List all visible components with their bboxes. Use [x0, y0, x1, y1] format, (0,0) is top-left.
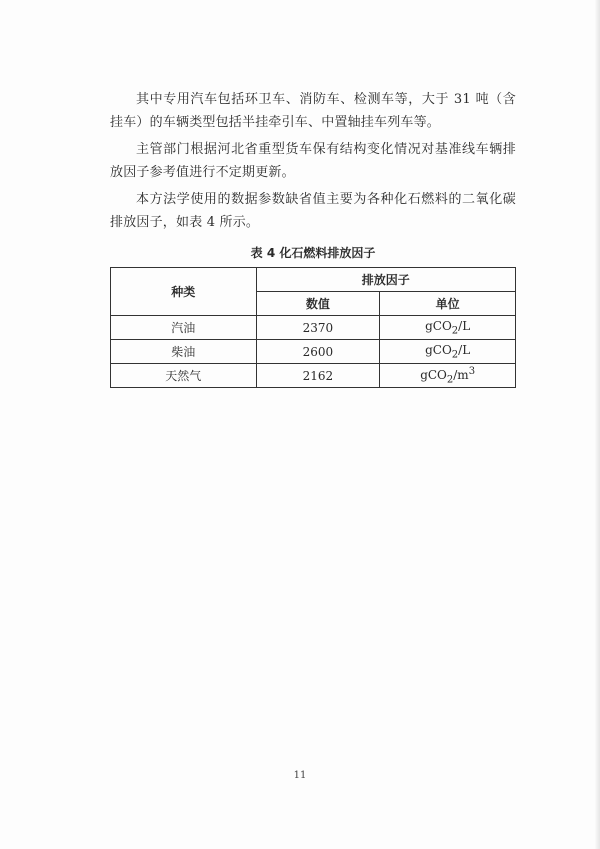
unit-superscript: 3	[468, 365, 476, 377]
cell-value: 2370	[256, 316, 380, 340]
unit-base: gCO	[425, 318, 452, 333]
header-emission-factor: 排放因子	[256, 268, 515, 292]
emission-factor-table	[110, 267, 516, 388]
cell-type: 天然气	[111, 364, 257, 388]
header-unit: 单位	[380, 292, 516, 316]
header-value: 数值	[256, 292, 380, 316]
unit-tail: /L	[458, 318, 471, 333]
header-type: 种类	[111, 268, 257, 316]
unit-subscript: 2	[451, 349, 459, 361]
paragraph-update-policy: 主管部门根据河北省重型货车保有结构变化情况对基准线车辆排放因子参考值进行不定期更新。	[110, 142, 516, 180]
paragraph-vehicle-types: 其中专用汽车包括环卫车、消防车、检测车等，大于 31 吨（含挂车）的车辆类型包括半挂牵引车、中置轴挂车列车等。	[110, 92, 516, 130]
cell-unit	[380, 316, 516, 340]
page-number: 11	[293, 770, 307, 781]
paragraph-default-params: 本方法学使用的数据参数缺省值主要为各种化石燃料的二氧化碳排放因子，如表 4 所示。	[110, 192, 516, 230]
scan-edge	[594, 0, 600, 849]
cell-value: 2600	[256, 340, 380, 364]
page-content	[110, 88, 516, 388]
unit-tail: /L	[458, 342, 471, 357]
unit-tail: /m	[453, 367, 469, 382]
table-row	[111, 316, 516, 340]
table-row	[111, 364, 516, 388]
cell-value: 2162	[256, 364, 380, 388]
cell-type: 汽油	[111, 316, 257, 340]
table-caption: 表 4 化石燃料排放因子	[250, 246, 376, 260]
unit-subscript: 2	[451, 325, 459, 337]
cell-type: 柴油	[111, 340, 257, 364]
unit-base: gCO	[425, 342, 452, 357]
cell-unit	[380, 340, 516, 364]
unit-base: gCO	[420, 367, 447, 382]
cell-unit	[380, 364, 516, 388]
unit-subscript: 2	[446, 374, 454, 386]
table-row	[111, 340, 516, 364]
